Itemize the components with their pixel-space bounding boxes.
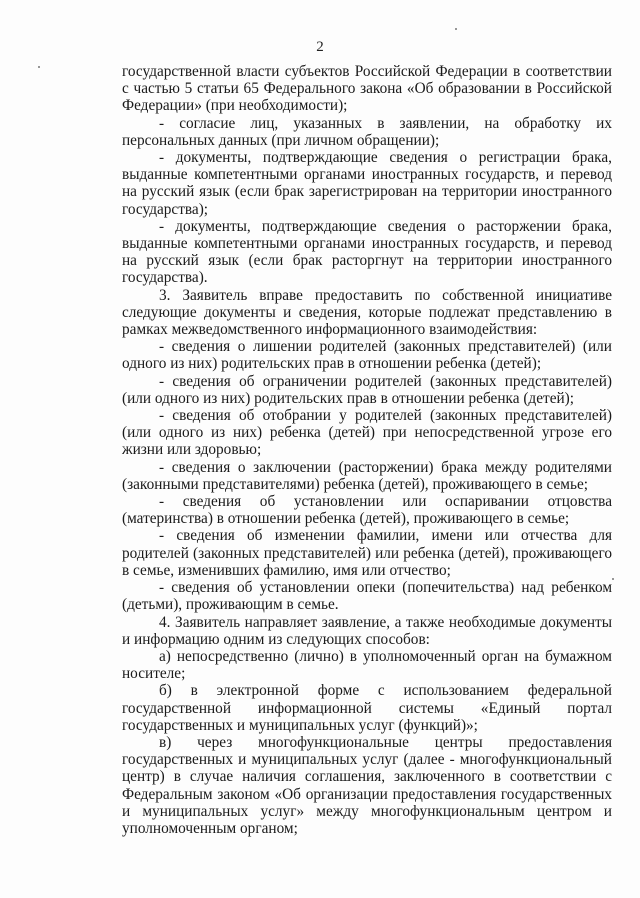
paragraph: - согласие лиц, указанных в заявлении, на обработку их персональных данных (при личном обращении); — [122, 114, 612, 149]
paragraph: - документы, подтверждающие сведения о регистрации брака, выданные компетентными органами иностранных государств, и перевод на русский язык (если брак зарегистрирован на территории иностранного государства); — [122, 149, 612, 218]
scan-speck — [455, 28, 457, 30]
paragraph: - сведения об установлении опеки (попечительства) над ребенком (детьми), проживающим в семье. — [122, 579, 612, 614]
paragraph: б) в электронной форме с использованием федеральной государственной информационной системы «Единый портал государственных и муниципальных услуг (функций)»; — [122, 682, 612, 734]
paragraph: - сведения о заключении (расторжении) брака между родителями (законными представителями) ребенка (детей), проживающего в семье; — [122, 458, 612, 493]
paragraph: - сведения об изменении фамилии, имени или отчества для родителей (законных представителей) или ребенка (детей), проживающего в семье, изменивших фамилию, имя или отчество; — [122, 527, 612, 579]
paragraph: - документы, подтверждающие сведения о расторжении брака, выданные компетентными органами иностранных государств, и перевод на русский язык (если брак расторгнут на территории иностранного государства). — [122, 217, 612, 287]
paragraph: - сведения об ограничении родителей (законных представителей) (или одного из них) родительских прав в отношении ребенка (детей); — [122, 372, 612, 407]
paragraph: - сведения об отобрании у родителей (законных представителей) (или одного из них) ребенка (детей) при непосредственной угрозе его жизни или здоровью; — [122, 407, 612, 459]
paragraph: - сведения о лишении родителей (законных представителей) (или одного из них) родительских прав в отношении ребенка (детей); — [122, 338, 612, 373]
scan-speck — [38, 66, 40, 68]
paragraph: государственной власти субъектов Российской Федерации в соответствии с частью 5 статьи 65 Федерального закона «Об образовании в Российской Федерации» (при необходимости); — [122, 63, 612, 115]
paragraph: в) через многофункциональные центры предоставления государственных и муниципальных услуг (далее - многофункциональный центр) в случае наличия соглашения, заключенного в соответствии с Федеральным законом «Об организации предоставления государственных и муниципальных услуг» между многофункциональным центром и уполномоченным органом; — [122, 733, 612, 837]
paragraph: 3. Заявитель вправе предоставить по собственной инициативе следующие документы и сведения, которые подлежат представлению в рамках межведомственного информационного взаимодействия: — [122, 286, 612, 339]
scan-speck — [612, 578, 614, 580]
paragraph: - сведения об установлении или оспаривании отцовства (материнства) в отношении ребенка (детей), проживающего в семье; — [122, 493, 612, 528]
paragraph: 4. Заявитель направляет заявление, а также необходимые документы и информацию одним из следующих способов: — [122, 613, 612, 648]
page-number: 2 — [316, 39, 324, 55]
document-body — [122, 63, 612, 837]
paragraph: а) непосредственно (лично) в уполномоченный орган на бумажном носителе; — [122, 647, 612, 683]
